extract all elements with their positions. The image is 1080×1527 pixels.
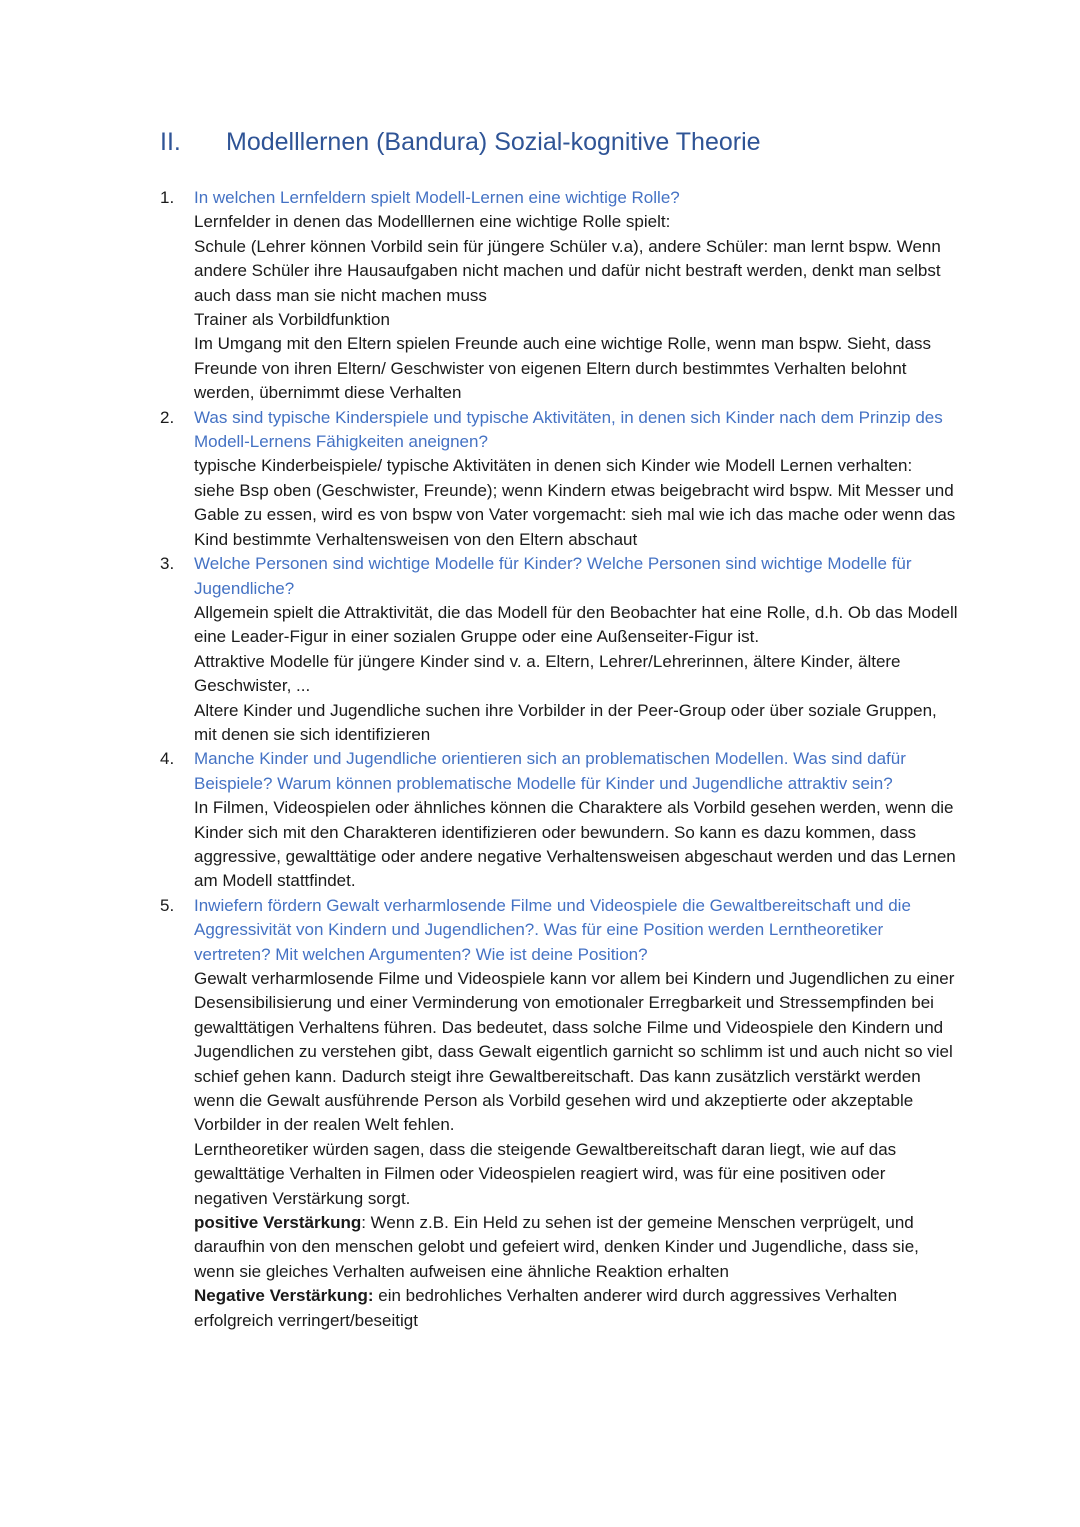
list-item-5	[160, 894, 960, 1333]
answer-paragraph: Gewalt verharmlosende Filme und Videospiele kann vor allem bei Kindern und Jugendlichen zu einer Desensibilisierung und einer Verminderung von emotionaler Erregbarkeit und Stressempfinden bei gewalttätigen Verhaltens führen. Das bedeutet, dass solche Filme und Videospiele den Kindern und Jugendlichen zu verstehen gibt, dass Gewalt eigentlich garnicht so schlimm ist und auch nicht so viel schief gehen kann. Dadurch steigt ihre Gewaltbereitschaft. Das kann zusätzlich verstärkt werden wenn die Gewalt ausführende Person als Vorbild gesehen wird und akzeptierte oder akzeptable Vorbilder in der realen Welt fehlen.	[194, 969, 955, 1135]
answer-paragraph: typische Kinderbeispiele/ typische Aktivitäten in denen sich Kinder wie Modell Lernen verhalten:	[194, 456, 913, 476]
negative-reinforcement-text: ein bedrohliches Verhalten anderer wird durch aggressives Verhalten erfolgreich verringert/beseitigt	[194, 1286, 898, 1330]
question-text: In welchen Lernfeldern spielt Modell-Lernen eine wichtige Rolle?	[194, 188, 680, 207]
item-number: 2.	[160, 407, 175, 427]
item-number: 3.	[160, 554, 175, 574]
positive-reinforcement-text: : Wenn z.B. Ein Held zu sehen ist der gemeine Menschen verprügelt, und daraufhin von den menschen gelobt und gefeiert wird, denken Kinder und Jugendliche, dass sie, wenn sie gleiches Verhalten aufweisen eine ähnliche Reaktion erhalten	[194, 1213, 919, 1281]
answer-paragraph: Attraktive Modelle für jüngere Kinder sind v. a. Eltern, Lehrer/Lehrerinnen, ältere Kinder, ältere Geschwister, ...	[194, 651, 901, 696]
answer-paragraph: Lernfelder in denen das Modelllernen eine wichtige Rolle spielt:	[194, 212, 671, 232]
answer-paragraph: In Filmen, Videospielen oder ähnliches können die Charaktere als Vorbild gesehen werden, wenn die Kinder sich mit den Charakteren identifizieren oder bewundern. So kann es dazu kommen, dass aggressive, gewalttätige oder andere negative Verhaltensweisen abgeschaut werden und das Lernen am Modell stattfindet.	[194, 798, 956, 891]
question-text: Manche Kinder und Jugendliche orientieren sich an problematischen Modellen. Was sind dafür Beispiele? Warum können problematische Modelle für Kinder und Jugendliche attraktiv sein?	[194, 749, 906, 793]
answer-paragraph: Im Umgang mit den Eltern spielen Freunde auch eine wichtige Rolle, wenn man bspw. Sieht, dass Freunde von ihren Eltern/ Geschwister von eigenen Eltern durch bestimmtes Verhalten belohnt werden, übernimmt diese Verhalten	[194, 334, 932, 403]
answer-paragraph: Schule (Lehrer können Vorbild sein für jüngere Schüler v.a), andere Schüler: man lernt bspw. Wenn andere Schüler ihre Hausaufgaben nicht machen und dafür nicht bestraft werden, denkt man selbst auch dass man sie nicht machen muss	[194, 236, 941, 305]
question-text: Inwiefern fördern Gewalt verharmlosende Filme und Videospiele die Gewaltbereitschaft und die Aggressivität von Kindern und Jugendlichen?. Was für eine Position werden Lerntheoretiker vertreten? Mit welchen Argumenten? Wie ist deine Position?	[194, 895, 911, 964]
question-list	[160, 186, 960, 1333]
section-heading	[160, 128, 761, 157]
item-number: 1.	[160, 188, 175, 207]
question-text: Welche Personen sind wichtige Modelle für Kinder? Welche Personen sind wichtige Modelle für Jugendliche?	[194, 554, 912, 598]
list-item-4	[160, 747, 960, 893]
answer-paragraph: Trainer als Vorbildfunktion	[194, 310, 390, 330]
item-number: 5.	[160, 895, 175, 915]
answer-paragraph: siehe Bsp oben (Geschwister, Freunde); wenn Kindern etwas beigebracht wird bspw. Mit Messer und Gable zu essen, wird es von bspw von Vater vorgemacht: sieh mal wie ich das mache oder wenn das Kind bestimmte Verhaltensweisen von den Eltern abschaut	[194, 480, 956, 549]
answer-paragraph: Lerntheoretiker würden sagen, dass die steigende Gewaltbereitschaft daran liegt, wie auf das gewalttätige Verhalten in Filmen oder Videospielen reagiert wird, was für eine positiven oder negativen Verstärkung sorgt.	[194, 1139, 897, 1208]
answer-paragraph: Allgemein spielt die Attraktivität, die das Modell für den Beobachter hat eine Rolle, d.h. Ob das Modell eine Leader-Figur in einer sozialen Gruppe oder eine Außenseiter-Figur ist.	[194, 602, 958, 647]
positive-reinforcement-paragraph	[194, 1211, 960, 1284]
list-item-1	[160, 186, 960, 406]
negative-reinforcement-term: Negative Verstärkung:	[194, 1286, 374, 1306]
negative-reinforcement-paragraph	[194, 1284, 960, 1333]
section-numeral: II.	[160, 128, 181, 156]
list-item-3	[160, 552, 960, 747]
list-item-2	[160, 406, 960, 552]
positive-reinforcement-term: positive Verstärkung	[194, 1213, 362, 1233]
answer-paragraph: Altere Kinder und Jugendliche suchen ihre Vorbilder in der Peer-Group oder über soziale Gruppen, mit denen sie sich identifizieren	[194, 700, 937, 744]
item-number: 4.	[160, 749, 175, 769]
section-title: Modelllernen (Bandura) Sozial-kognitive Theorie	[226, 128, 761, 156]
question-text: Was sind typische Kinderspiele und typische Aktivitäten, in denen sich Kinder nach dem Prinzip des Modell-Lernens Fähigkeiten aneignen?	[194, 407, 943, 452]
